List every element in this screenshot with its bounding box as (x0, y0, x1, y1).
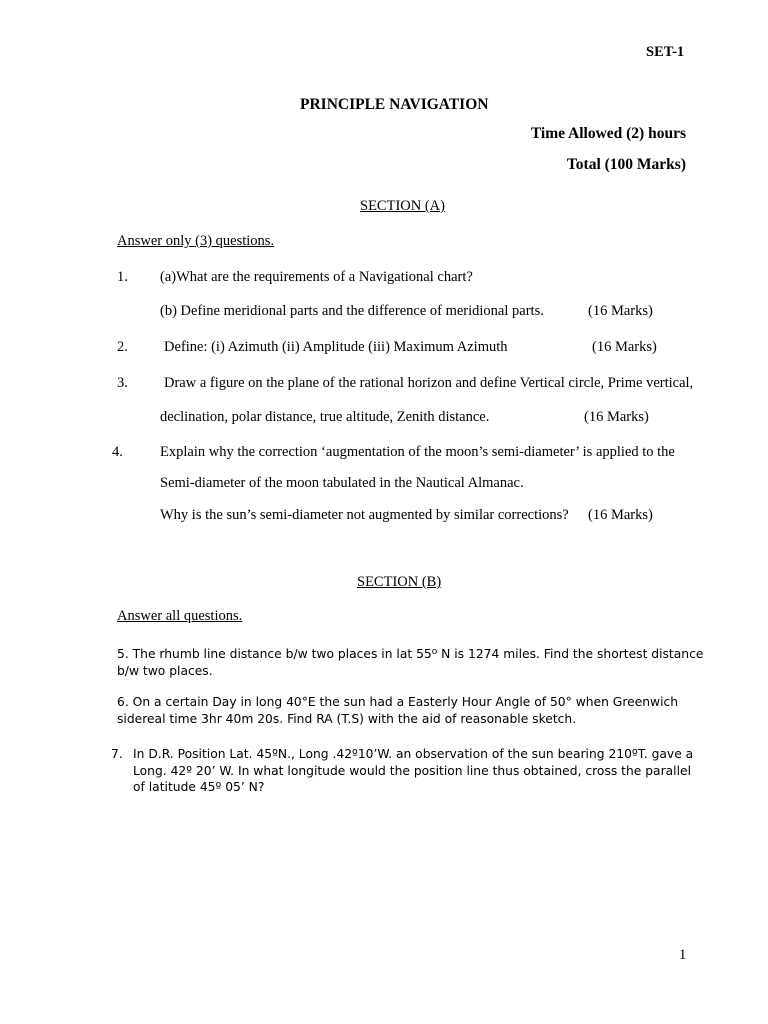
q1a-text: (a)What are the requirements of a Navigational chart? (160, 269, 473, 285)
q3-text-line1: Draw a figure on the plane of the rational horizon and define Vertical circle, Prime vertical, (164, 375, 694, 391)
q1-marks: (16 Marks) (588, 303, 653, 319)
q2-marks: (16 Marks) (592, 339, 657, 355)
page-title: PRINCIPLE NAVIGATION (300, 96, 489, 113)
q6-text-line1: 6. On a certain Day in long 40°E the sun had a Easterly Hour Angle of 50° when Greenwich (117, 695, 679, 709)
section-b-heading: SECTION (B) (357, 574, 442, 590)
section-a-instruction: Answer only (3) questions. (117, 233, 275, 249)
q5-text-line2: b/w two places. (117, 664, 213, 678)
q5-text-a: 5. The rhumb line distance b/w two places in lat 55 (117, 647, 432, 661)
q4-text-line3: Why is the sun’s semi-diameter not augmented by similar corrections? (160, 507, 569, 523)
time-allowed: Time Allowed (2) hours (530, 125, 686, 142)
q4-text-line1: Explain why the correction ‘augmentation of the moon’s semi-diameter’ is applied to the (160, 444, 675, 460)
q4-marks: (16 Marks) (588, 507, 653, 523)
q4-number: 4. (112, 444, 123, 460)
q5-text-line1 (117, 647, 703, 661)
q4-text-line2: Semi-diameter of the moon tabulated in the Nautical Almanac. (160, 475, 524, 491)
q1-number: 1. (117, 269, 128, 285)
q7-number: 7. (111, 747, 123, 761)
q3-number: 3. (117, 375, 128, 391)
set-label: SET-1 (646, 44, 685, 60)
q6-text-line2: sidereal time 3hr 40m 20s. Find RA (T.S) with the aid of reasonable sketch. (117, 712, 577, 726)
q5-text-b: N is 1274 miles. Find the shortest distance (437, 647, 704, 661)
q3-marks: (16 Marks) (584, 409, 649, 425)
q7-text-line3: of latitude 45º 05’ N? (133, 780, 265, 794)
section-a-heading: SECTION (A) (360, 198, 445, 214)
q3-text-line2: declination, polar distance, true altitude, Zenith distance. (160, 409, 490, 425)
degree-superscript: o (431, 647, 438, 657)
total-marks: Total (100 Marks) (566, 156, 686, 173)
page-number: 1 (679, 947, 687, 963)
q7-text-line2: Long. 42º 20’ W. In what longitude would the position line thus obtained, cross the parallel (133, 764, 692, 778)
q7-text-line1: In D.R. Position Lat. 45ºN., Long .42º10’W. an observation of the sun bearing 210ºT. gave a (133, 747, 694, 761)
q1b-text: (b) Define meridional parts and the difference of meridional parts. (160, 303, 544, 319)
q2-number: 2. (117, 339, 128, 355)
section-b-instruction: Answer all questions. (117, 608, 243, 624)
q2-text: Define: (i) Azimuth (ii) Amplitude (iii) Maximum Azimuth (164, 339, 508, 355)
